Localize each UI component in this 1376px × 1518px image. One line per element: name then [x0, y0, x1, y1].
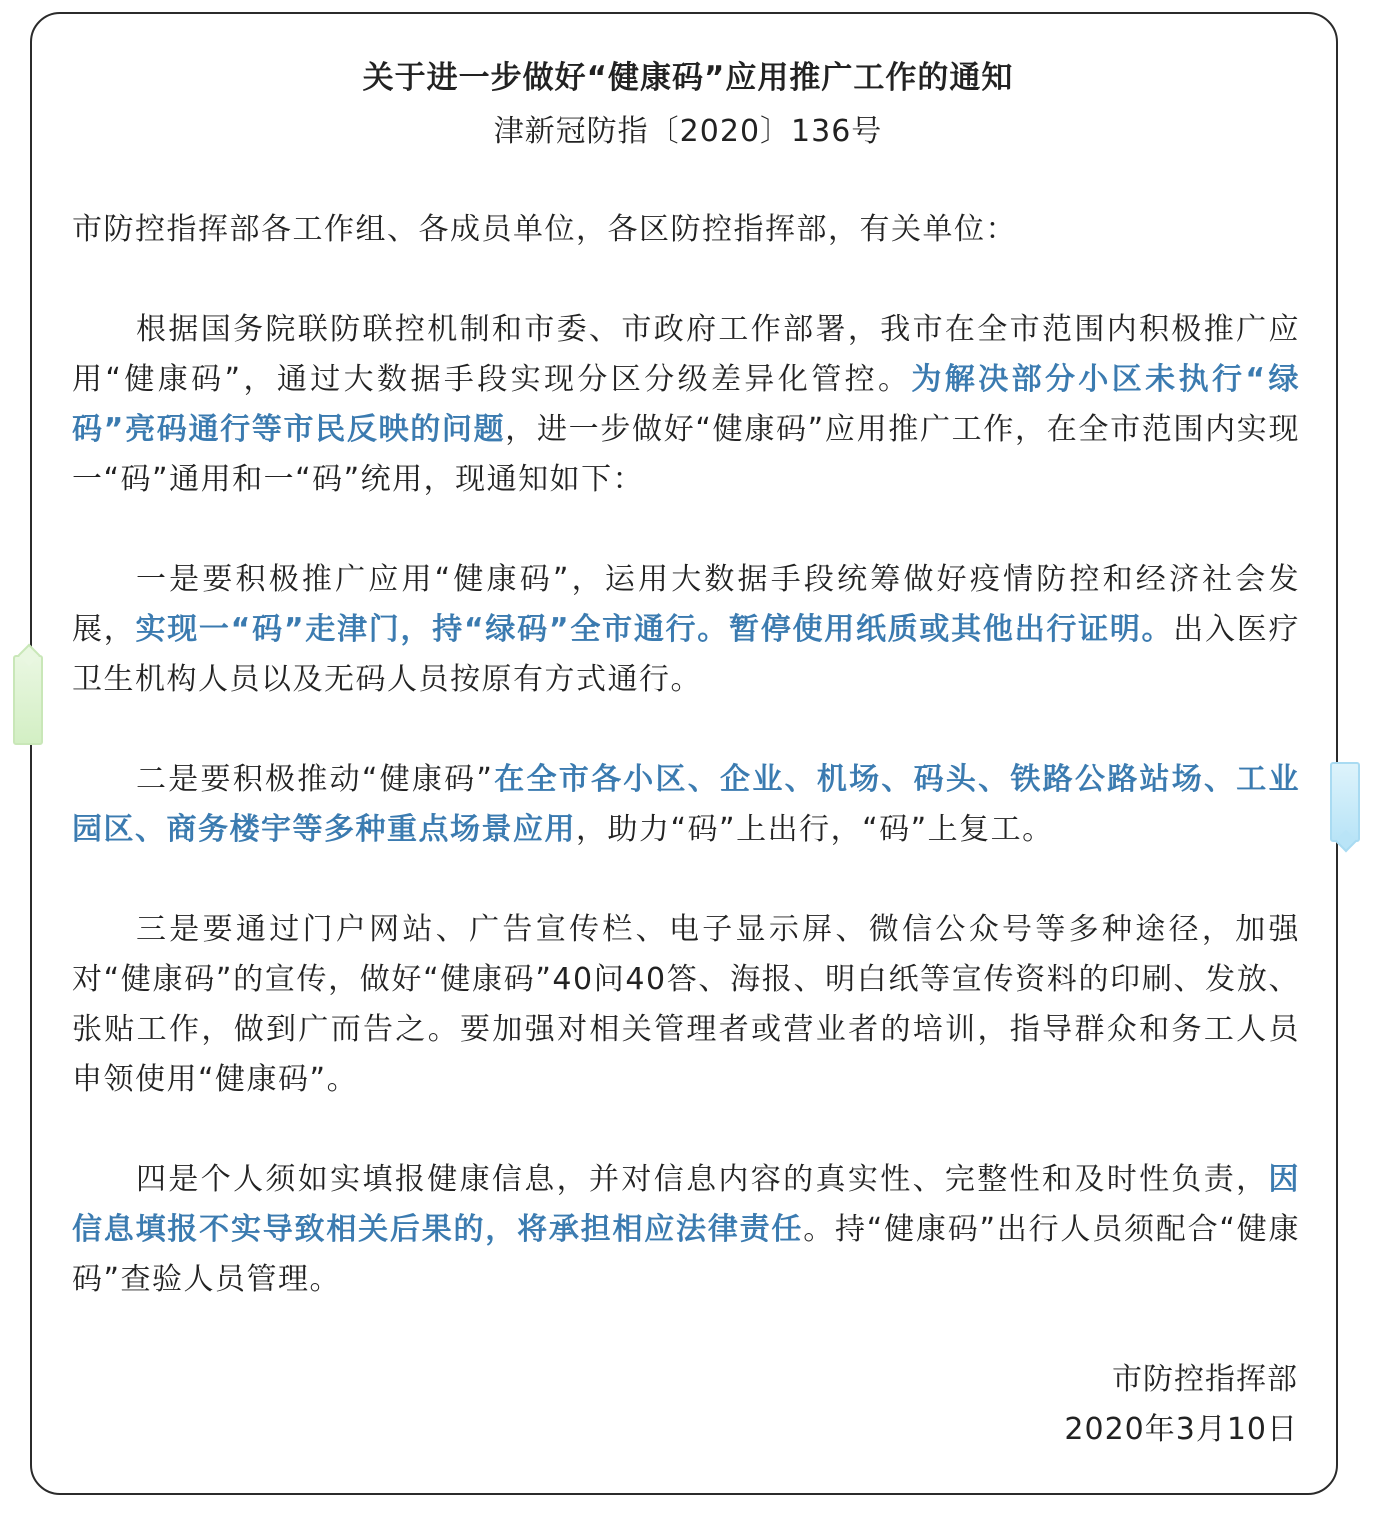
- paragraph-point-two: [72, 755, 1300, 855]
- point-one-text-1: 一是要积极推广应用“健康码”，运用大数据手段统筹做好疫情防控和经济社会发展，: [72, 562, 1300, 647]
- date: 2020年3月10日: [1064, 1412, 1298, 1447]
- point-four-text-1: 四是个人须如实填报健康信息，并对信息内容的真实性、完整性和及时性负责，: [136, 1162, 1269, 1197]
- signature: 市防控指挥部: [1112, 1362, 1298, 1397]
- green-side-tab: [13, 655, 43, 745]
- paragraph-point-one: [72, 555, 1300, 705]
- document-number: 津新冠防指〔2020〕136号: [493, 114, 883, 149]
- intro-highlight: 为解决部分小区未执行“绿码”亮码通行等市民反映的问题: [72, 362, 1300, 447]
- paragraph-point-three: 三是要通过门户网站、广告宣传栏、电子显示屏、微信公众号等多种途径，加强对“健康码”的宣传，做好“健康码”40问40答、海报、明白纸等宣传资料的印刷、发放、张贴工作，做到广而告之。要加强对相关管理者或营业者的培训，指导群众和务工人员申领使用“健康码”。: [72, 912, 1300, 1097]
- paragraph-intro: [72, 305, 1300, 505]
- point-one-text-2: 出入医疗卫生机构人员以及无码人员按原有方式通行。: [72, 612, 1300, 697]
- point-one-highlight: 实现一“码”走津门，持“绿码”全市通行。暂停使用纸质或其他出行证明。: [135, 612, 1174, 647]
- salutation: 市防控指挥部各工作组、各成员单位，各区防控指挥部，有关单位：: [72, 212, 1017, 247]
- notice-title: 关于进一步做好“健康码”应用推广工作的通知: [362, 60, 1014, 96]
- point-two-text-2: ，助力“码”上出行，“码”上复工。: [576, 812, 1054, 847]
- point-four-text-2: 。持“健康码”出行人员须配合“健康码”查验人员管理。: [72, 1212, 1300, 1297]
- paragraph-point-four: [72, 1155, 1300, 1305]
- point-four-highlight: 因信息填报不实导致相关后果的，将承担相应法律责任: [72, 1162, 1300, 1247]
- blue-side-tab: [1330, 762, 1360, 842]
- point-two-highlight: 在全市各小区、企业、机场、码头、铁路公路站场、工业园区、商务楼宇等多种重点场景应用: [72, 762, 1301, 847]
- intro-text-1: 根据国务院联防联控机制和市委、市政府工作部署，我市在全市范围内积极推广应用“健康码”，通过大数据手段实现分区分级差异化管控。: [72, 312, 1300, 397]
- intro-text-2: ，进一步做好“健康码”应用推广工作，在全市范围内实现一“码”通用和一“码”统用，现通知如下：: [72, 412, 1300, 497]
- point-two-text-1: 二是要积极推动“健康码”: [136, 762, 494, 797]
